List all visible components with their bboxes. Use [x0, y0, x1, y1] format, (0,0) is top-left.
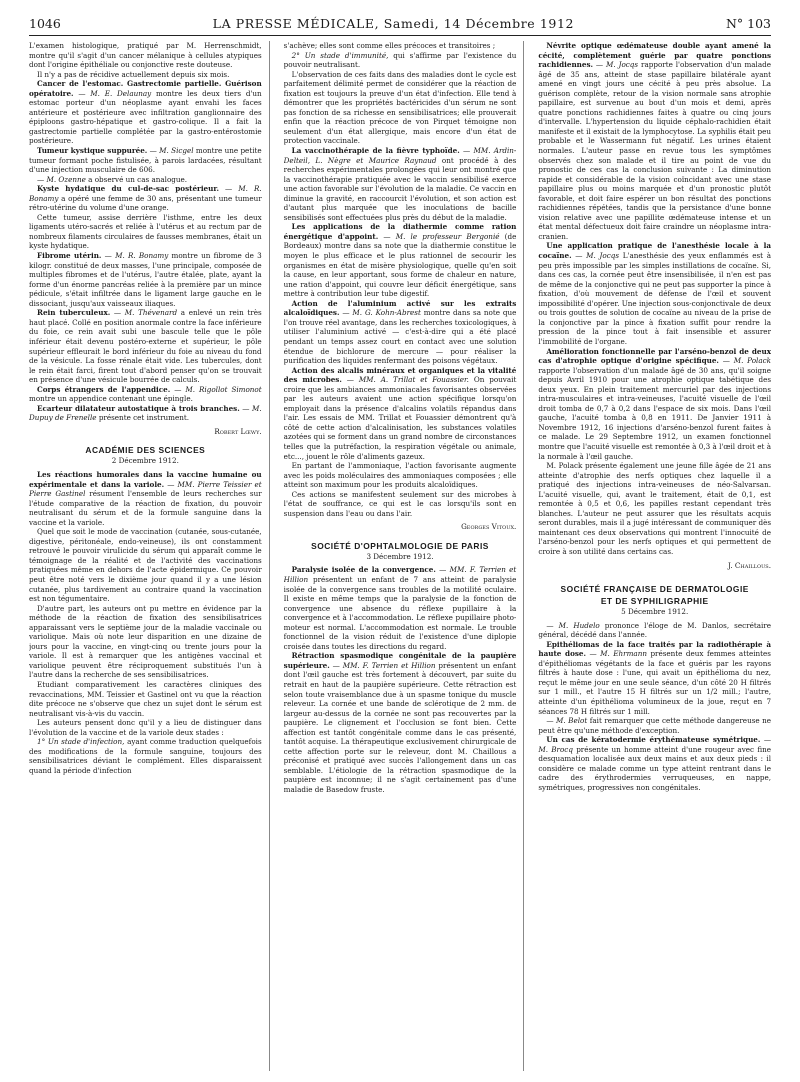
author: MM. Ardin-Delteil, L. Nègre et Maurice Raynaud: [283, 146, 517, 165]
article-text: prononce l'éloge de M. Danlos, secrétaire général, décédé dans l'année.: [538, 620, 771, 640]
author: M. le professeur Bergonié: [395, 231, 500, 241]
article: [284, 51, 517, 70]
article-heading: Rein tuberculeux.: [37, 308, 111, 318]
article-text: (de Bordeaux) montre dans sa note que la diathermie constitue le moyen le plus efficace et le plus rationnel de secourir les organismes en état de misère physiologique, quelle qu'en soit la cause, en leur apportant, sous forme de chaleur en nature, une ration d'appoint, qui couvre leur déficit énergétique, sans mettre à contribution leur tube digestif.: [283, 231, 517, 299]
article: Epithéliomas de la face traités par la radiothérapie à haute dose. — M. Ehrmann présente deux femmes atteintes d'épithéliomas végétants de la face et guéris par les rayons filtrés à haute dose : l'une, qui avait un épithélioma du nez, reçut le même jour en une seule séance, d'un côté 20 H filtrés sur 1 mill., et l'autre 15 H filtrés sur un 1/2 mill.; l'autre, atteinte d'un épithélioma volumineux de la joue, reçut en 7 séances 78 H filtrés sur 1 mill.: [538, 639, 772, 716]
article: Une application pratique de l'anesthésie locale à la cocaïne. — M. Jocqs L'anesthésie des yeux enflammés est à peu près impossible par les simples instillations de cocaïne. Si, dans ces cas, la cornée peut être insensibilisée, il n'en est pas de même de la conjonctive qui ne peut pas supporter la pince à fixation, d'où mouvement de défense de l'œil et souvent impossibilité d'opérer. Une injection sous-conjonctivale de deux ou trois gouttes de solution de cocaïne au niveau de la prise de la conjonctive par la pince à fixation suffit pour rendre la pression de la pince tout à fait insensible et assurer l'immobilité de l'organe.: [538, 241, 772, 346]
article: — M. Ozenne a observé un cas analogue.: [37, 174, 188, 184]
author: M. Sicgel: [159, 146, 194, 156]
paragraph: L'examen histologique, pratiqué par M. Herrenschmidt, montre qu'il s'agit d'un cancer mélanique à cellules atypiques dont l'origine épithéliale ou conjonctive reste douteuse.: [29, 41, 262, 70]
article-heading: Action des alcalis minéraux et organiques et la vitalité des microbes.: [283, 365, 517, 385]
section-title: ACADÉMIE DES SCIENCES: [85, 445, 206, 456]
section-subtitle: ET DE SYPHILIGRAPHIE: [600, 596, 709, 607]
article: Un cas de kératodermie érythémateuse symétrique. — M. Brocq présente un homme atteint d'une rougeur avec fine desquamation localisée aux deux mains et aux deux pieds : il considère ce malade comme un type atteint rentrant dans le cadre des érythrodermies verruqueuses, en nappe, symétriques, progressives non congénitales.: [538, 735, 772, 792]
author: M. Jocqs: [606, 60, 639, 70]
article-text: ayant comme traduction quelquefois des modifications de la formule sanguine, toujours des sensibilisatrices déviant le complément. Elles disparaissent quand la période d'infection: [29, 737, 262, 775]
page-header: [29, 16, 771, 34]
author: M. Polack: [733, 356, 772, 366]
issue-number: N° 103: [725, 16, 771, 31]
paragraph: Il n'y a pas de récidive actuellement depuis six mois.: [37, 69, 230, 79]
article-text: rapporte l'observation d'un malade âgé de 30 ans, qu'il soigne depuis Avril 1910 pour une atrophie optique tabétique des deux yeux. En plein traitement mercuriel par des injections intra-musculaires et intra-veineuses, l'acuité visuelle de l'œil droit tomba de 0,7 à 0,2 dans l'espace de six mois. Dans l'œil gauche, l'acuité tomba à 0,8 en 1911. De Janvier 1911 à Novembre 1912, 16 injections d'arséno-benzol furent faites à ce malade. Le 29 Septembre 1912, un examen fonctionnel montre que l'acuité visuelle est remontée à 0,3 à l'œil droit et à la normale à l'œil gauche.: [538, 365, 772, 461]
author: M. Ozenne: [46, 174, 86, 184]
author: M. Jocqs: [586, 251, 620, 261]
article-text: présentent un enfant de 7 ans atteint de paralysie isolée de la convergence sans troubles de la motilité oculaire. Il existe en même temps que la paralysie de la fonction de convergence une absence du réflexe pupillaire à la convergence et à l'accommodation. Le réflexe pupillaire photo-moteur est normal. L'accommodation est normale. Le trouble fonctionnel de la vision réduit de l'existence d'une diplopie croisée dans toutes les directions du regard.: [283, 574, 517, 651]
article-heading: Névrite optique œdémateuse double ayant amené la cécité, complètement guérie par quatre ponctions rachidiennes.: [538, 41, 772, 70]
article: — M. Hudelo prononce l'éloge de M. Danlos, secrétaire général, décédé dans l'année.: [538, 620, 771, 640]
article: — M. Belot fait remarquer que cette méthode dangereuse ne peut être qu'une méthode d'exception.: [538, 716, 772, 735]
section-date: 2 Décembre 1912.: [111, 456, 179, 466]
article-heading: Epithéliomas de la face traités par la radiothérapie à haute dose.: [538, 639, 772, 659]
article-heading: Cancer de l'estomac. Gastrectomie partielle. Guérison opératoire.: [29, 79, 262, 98]
article: Les réactions humorales dans la vaccine humaine ou expérimentale et dans la variole. — MM. Pierre Teissier et Pierre Gastinel résument l'ensemble de leurs recherches sur l'étude comparative de la réaction de fixation, du pouvoir neutralisant du sérum et de la formule sanguine dans la vaccine et la variole.: [29, 469, 262, 527]
article-text: rapporte l'observation d'un malade âgé de 35 ans, atteint de stase papillaire bilatérale ayant amené en vingt jours une cécité à peu près absolue. La guérison complète, retour de la vision normale sans atrophie papillaire, est survenue au bout d'un mois et demi, après quatre ponctions rachidiennes faites à quatre ou cinq jours d'intervalle. L'hypertension du liquide céphalo-rachidien était manifeste et il existait de la lymphocytose. La syphilis était peu probable et le Wassermann fut négatif. Les urines étaient normales. L'auteur passe en revue tous les symptômes observés chez son malade et il tire au point de vue du pronostic de ces cas la conclusion suivante : La diminution rapide et considérable de la vision coïncidant avec une stase papillaire plus ou moins marquée et d'un pronostic plutôt favorable, et doit faire espérer un bon résultat des ponctions rachidiennes répétées, tandis que la persistance d'une bonne vision relative avec une papillite œdémateuse intense et un état mental défectueux doit faire craindre un néoplasme intra-cranien.: [538, 60, 772, 241]
article-text: On pouvait croire que les ambiances ammoniacales favorisantes observées par les auteurs avaient une action spécifique lorsqu'on employait dans la présence d'alcalins volatils répandus dans l'air. Les essais de MM. Trillat et Fouassier démontrent qu'à côté de cette action d'alcalinisation, les substances volatiles azotées qui se forment dans un grand nombre de circonstances telles que la putréfaction, la respiration végétale ou animale, etc..., jouent le rôle d'aliments gazeux.: [283, 375, 517, 461]
section-title: SOCIÉTÉ FRANÇAISE DE DERMATOLOGIE: [560, 584, 749, 595]
article-text: montre une petite tumeur formant poche fistulisée, à parois lardacées, résultant d'une injection musculaire de 606.: [29, 146, 262, 175]
article: Amélioration fonctionnelle par l'arséno-benzol de deux cas d'atrophie optique d'origine spécifique. — M. Polack rapporte l'observation d'un malade âgé de 30 ans, qu'il soigne depuis Avril 1910 pour une atrophie optique tabétique des deux yeux. En plein traitement mercuriel par des injections intra-musculaires et intra-veineuses, l'acuité visuelle de l'œil droit tomba de 0,7 à 0,2 dans l'espace de six mois. Dans l'œil gauche, l'acuité tomba à 0,8 en 1911. De Janvier 1911 à Novembre 1912, 16 injections d'arséno-benzol furent faites à ce malade. Le 29 Septembre 1912, un examen fonctionnel montre que l'acuité visuelle est remontée à 0,3 à l'œil droit et à la normale à l'œil gauche.: [538, 346, 772, 461]
article-text: résument l'ensemble de leurs recherches sur l'étude comparative de la réaction de fixation, du pouvoir neutralisant du sérum et de la formule sanguine dans la vaccine et la variole.: [29, 489, 262, 527]
article: Kyste hydatique du cul-de-sac postérieur. — M. R. Bonamy a opéré une femme de 30 ans, présentant une tumeur rétro-utérine du volume d'une orange.: [29, 184, 262, 213]
article: Ecarteur dilatateur autostatique à trois branches. — M. Dupuy de Frenelle présente cet instrument.: [29, 403, 262, 423]
article: Action des alcalis minéraux et organiques et la vitalité des microbes. — MM. A. Trillat et Fouassier. On pouvait croire que les ambiances ammoniacales favorisantes observées par les auteurs avaient une action spécifique lorsqu'on employait dans la présence d'alcalins volatils répandus dans l'air. Les essais de MM. Trillat et Fouassier démontrent qu'à côté de cette action d'alcalinisation, les substances volatiles azotées qui se forment dans un grand nombre de circonstances telles que la putréfaction, la respiration végétale ou animale, etc..., jouent le rôle d'aliments gazeux.: [283, 365, 517, 461]
journal-title: LA PRESSE MÉDICALE, Samedi, 14 Décembre 1912: [212, 16, 575, 31]
author: M. E. Delaunay: [90, 88, 152, 98]
article-heading: Paralysie isolée de la convergence.: [291, 565, 436, 575]
stage-label: 2° Un stade d'immunité,: [291, 50, 389, 60]
article-text: qui s'affirme par l'existence du pouvoir neutralisant.: [283, 50, 517, 70]
column-1: [29, 41, 270, 1071]
article-heading: Amélioration fonctionnelle par l'arséno-benzol de deux cas d'atrophie optique d'origine spécifique.: [538, 346, 772, 366]
author: M. Belot: [556, 716, 588, 726]
author: MM. F. Terrien et Hillion: [342, 660, 436, 670]
column-2: [284, 41, 525, 1071]
author: M. R. Bonamy: [115, 251, 169, 261]
article-text: présente cet instrument.: [98, 413, 190, 423]
article: La vaccinothérapie de la fièvre typhoïde. — MM. Ardin-Delteil, L. Nègre et Maurice Raynaud ont procédé à des recherches expérimentales prolongées qui leur ont montré que la vaccinothérapie pratiquée avec le vaccin sensibilisé exerce une action favorable sur l'évolution de la maladie. Ce vaccin en diminue la gravité, en raccourcit l'évolution, et son action est d'autant plus marquée que les inoculations de bacille sensibilisés sont effectuées plus près du début de la maladie.: [283, 146, 517, 222]
paragraph: M. Polack présente également une jeune fille âgée de 21 ans atteinte d'atrophie des nerfs optiques chez laquelle il a pratiqué des injections intra-veineuses de néo-Salvarsan. L'acuité visuelle, qui, avant le traitement, était de 0,1, est remontée à 0,5 et 0,6, les papilles restant cependant très blanches. L'auteur ne peut assurer que les résultats acquis seront durables, mais il a jugé intéressant de communiquer dès maintenant ces deux observations qui montrent l'innocuité de l'arséno-benzol pour les nerfs optiques et qui permettent de croire à son utilité dans certains cas.: [538, 461, 772, 556]
article-heading: Corps étrangers de l'appendice.: [37, 384, 171, 394]
article-text: présente deux femmes atteintes d'épithéliomas végétants de la face et guéris par les rayons filtrés à haute dose : l'une, qui avait un épithélioma du nez, reçut le même jour en une seule séance, d'un côté 20 H filtrés sur 1 mill., et l'autre 15 H filtrés sur un 1/2 mill.; l'autre, atteinte d'un épithélioma volumineux de la joue, reçut en 7 séances 78 H filtrés sur 1 mill.: [538, 649, 772, 716]
article-text: a enlevé un rein très haut placé. Collé en position anormale contre la face inférieure du foie, ce rein avait subi une bascule telle que le pôle inférieur était devenu postéro-externe et supérieur, le pôle supérieur effleurait le bord inférieur du foie au niveau du fond de la vésicule. La fosse rénale était vide. Les tubercules, dont le rein était farci, firent tout d'abord penser qu'on se trouvait en présence d'une vésicule bourrée de calculs.: [29, 308, 262, 385]
author: M. Brocq: [538, 744, 573, 754]
author: M. R. Bonamy: [29, 184, 262, 203]
paragraph: D'autre part, les auteurs ont pu mettre en évidence par la méthode de la réaction de fixation des sensibilisatrices apparaissant vers le septième jour de la maladie vaccinale ou variolique. Mais où note leur disparition en une dizaine de jours pour la vaccine, en vingt-cinq ou trente jours pour la variole. Il est à remarquer que les antigènes vaccinal et variolique peuvent être réciproquement substitués l'un à l'autre dans la recherche de ses sensibilisatrices.: [29, 603, 262, 680]
author: M. G. Kohn-Abrest: [352, 308, 421, 318]
author: M. Rigollot Simonot: [185, 384, 262, 394]
author: MM. A. Trillat et Fouassier.: [358, 375, 469, 385]
article: Névrite optique œdémateuse double ayant amené la cécité, complètement guérie par quatre ponctions rachidiennes. — M. Jocqs rapporte l'observation d'un malade âgé de 35 ans, atteint de stase papillaire bilatérale ayant amené en vingt jours une cécité à peu près absolue. La guérison complète, retour de la vision normale sans atrophie papillaire, est survenue au bout d'un mois et demi, après quatre ponctions rachidiennes faites à quatre ou cinq jours d'intervalle. L'hypertension du liquide céphalo-rachidien était manifeste et il existait de la lymphocytose. La syphilis était peu probable et le Wassermann fut négatif. Les urines étaient normales. L'auteur passe en revue tous les symptômes observés chez son malade et il tire au point de vue du pronostic de ces cas la conclusion suivante : La diminution rapide et considérable de la vision coïncidant avec une stase papillaire plus ou moins marquée et d'un pronostic plutôt favorable, et doit faire espérer un bon résultat des ponctions rachidiennes répétées, tandis que la persistance d'une bonne vision relative avec une papillite œdémateuse intense et un état mental défectueux doit faire craindre un néoplasme intra-cranien.: [538, 41, 772, 241]
article: Cancer de l'estomac. Gastrectomie partielle. Guérison opératoire. — M. E. Delaunay montre les deux tiers d'un estomac porteur d'un néoplasme ayant envahi les faces antérieure et postérieure avec infiltration ganglionnaire des épiploons gastro-hépatique et gastro-colique. Il a fait la gastrectomie partielle complétée par la gastro-entérostomie postérieure.: [29, 79, 262, 146]
article: Rein tuberculeux. — M. Thévenard a enlevé un rein très haut placé. Collé en position anormale contre la face inférieure du foie, ce rein avait subi une bascule telle que le pôle inférieur était devenu postéro-externe et supérieur, le pôle supérieur effleurait le bord inférieur du foie au niveau du fond de la vésicule. La fosse rénale était vide. Les tubercules, dont le rein était farci, firent tout d'abord penser qu'on se trouvait en présence d'une vésicule bourrée de calculs.: [29, 308, 262, 385]
article-text: présente un homme atteint d'une rougeur avec fine desquamation localisée aux deux mains et aux deux pieds : il considère ce malade comme un type atteint rentrant dans le cadre des érythrodermies verruqueuses, en nappe, symétriques, progressives non congénitales.: [538, 744, 772, 792]
author: M. Dupuy de Frenelle: [29, 403, 262, 423]
article: Corps étrangers de l'appendice. — M. Rigollot Simonot montre un appendice contenant une épingle.: [29, 384, 262, 404]
stage-label: 1° Un stade d'infection,: [37, 737, 125, 747]
author: MM. Pierre Teissier et Pierre Gastinel: [29, 479, 262, 499]
author: M. Thévenard: [124, 308, 178, 318]
article-heading: Les applications de la diathermie comme ration énergétique d'appoint.: [283, 222, 517, 241]
column-3: [538, 41, 771, 1071]
header-rule: [29, 35, 771, 36]
columns: [29, 41, 771, 1071]
signature: J. Chaillous.: [728, 560, 772, 570]
article-heading: Ecarteur dilatateur autostatique à trois branches.: [37, 403, 240, 413]
article: Action de l'aluminium activé sur les extraits alcaloïdiques. — M. G. Kohn-Abrest montre dans sa note que l'on trouve réel avantage, dans les recherches toxicologiques, à utiliser l'aluminium activé — c'est-à-dire qui a été placé pendant un temps assez court en contact avec une solution étendue de bichlorure de mercure — pour réaliser la purification des liquides renfermant des poisons végétaux.: [283, 298, 517, 366]
article-text: montre dans sa note que l'on trouve réel avantage, dans les recherches toxicologiques, à utiliser l'aluminium activé — c'est-à-dire qui a été placé pendant un temps assez court en contact avec une solution étendue de bichlorure de mercure — pour réaliser la purification des liquides renfermant des poisons végétaux.: [283, 308, 517, 366]
article-text: L'anesthésie des yeux enflammés est à peu près impossible par les simples instillations de cocaïne. Si, dans ces cas, la cornée peut être insensibilisée, il n'en est pas de même de la conjonctive qui ne peut pas supporter la pince à fixation, d'où mouvement de défense de l'œil et souvent impossibilité d'opérer. Une injection sous-conjonctivale de deux ou trois gouttes de solution de cocaïne au niveau de la prise de la conjonctive par la pince à fixation suffit pour rendre la pression de la pince tout à fait insensible et assurer l'immobilité de l'organe.: [538, 251, 772, 346]
section-date: 5 Décembre 1912.: [621, 607, 689, 617]
paragraph: Cette tumeur, assise derrière l'isthme, entre les deux ligaments utéro-sacrés et reliée à l'utérus et au rectum par de nombreux filaments circulaires de fausses membranes, était un kyste hydatique.: [29, 212, 262, 251]
article: Paralysie isolée de la convergence. — MM. F. Terrien et Hillion présentent un enfant de 7 ans atteint de paralysie isolée de la convergence sans troubles de la motilité oculaire. Il existe en même temps que la paralysie de la fonction de convergence une absence du réflexe pupillaire à la convergence et à l'accommodation. Le réflexe pupillaire photo-moteur est normal. L'accommodation est normale. Le trouble fonctionnel de la vision réduit de l'existence d'une diplopie croisée dans toutes les directions du regard.: [283, 565, 517, 651]
article: Tumeur kystique suppurée. — M. Sicgel montre une petite tumeur formant poche fistulisée, à parois lardacées, résultant d'une injection musculaire de 606.: [29, 146, 262, 175]
article-heading: Tumeur kystique suppurée.: [37, 146, 148, 156]
article-heading: Rétraction spasmodique congénitale de la paupière supérieure.: [283, 651, 517, 670]
article-text: montre un appendice contenant une épingle.: [29, 394, 193, 404]
page-number: 1046: [29, 16, 61, 31]
paragraph: Les auteurs pensent donc qu'il y a lieu de distinguer dans l'évolution de la vaccine et de la variole deux stades :: [29, 718, 262, 737]
article-text: fait remarquer que cette méthode dangereuse ne peut être qu'une méthode d'exception.: [538, 716, 772, 735]
article-text: présentent un enfant dont l'œil gauche est très fortement à découvert, par suite du retrait en haut de la paupière supérieure. Cette rétraction est selon toute vraisemblance due à un spasme tonique du muscle releveur. La cornée et une bande de sclérotique de 2 mm. de largeur au-dessus de la cornée ne sont pas recouvertes par la paupière. Le clignement et l'occlusion se font bien. Cette affection est tantôt congénitale comme dans le cas présenté, tantôt acquise. La thérapeutique exclusivement chirurgicale de cette affection porte sur le releveur, dont M. Chaillous a préconisé et pratiqué avec succès l'allongement dans un cas semblable. L'étiologie de la rétraction spasmodique de la paupière est inconnue; il ne s'agit certainement pas d'une maladie de Basedow fruste.: [283, 660, 517, 795]
paragraph: Quel que soit le mode de vaccination (cutanée, sous-cutanée, digestive, péritonéale, endo-veineuse), ils ont constamment retrouvé le pouvoir viruIicide du sérum qui apparaît comme le témoignage de la réalité et de l'activité des vaccinations pratiquées même en dehors de l'acte épidermique. Ce pouvoir peut être noté vers le dixième jour quand il y a une lésion cutanée, plus tardivement au contraire quand la vaccination est non tégumentaire.: [29, 527, 262, 604]
paragraph: s'achève; elles sont comme elles précoces et transitoires ;: [283, 41, 496, 50]
article-text: ont procédé à des recherches expérimentales prolongées qui leur ont montré que la vaccinothérapie pratiquée avec le vaccin sensibilisé exerce une action favorable sur l'évolution de la maladie. Ce vaccin en diminue la gravité, en raccourcit l'évolution, et son action est d'autant plus marquée que les inoculations de bacille sensibilisés sont effectuées plus près du début de la maladie.: [283, 155, 517, 222]
article-heading: Fibrome utérin.: [37, 251, 102, 261]
article-heading: Une application pratique de l'anesthésie locale à la cocaïne.: [538, 241, 772, 261]
section-date: 3 Décembre 1912.: [366, 551, 434, 561]
author: MM. F. Terrien et Hillion: [283, 565, 517, 584]
author: M. Hudelo: [558, 620, 600, 630]
section-title: SOCIÉTÉ D'OPHTALMOLOGIE DE PARIS: [311, 540, 489, 551]
author: M. Ehrmann: [600, 649, 647, 659]
paragraph: Etudiant comparativement les caractères cliniques des revaccinations, MM. Teissier et Gastinel ont vu que la réaction dite précoce ne s'observe que chez un sujet dont le sérum est neutralisant vis-à-vis du vaccin.: [29, 680, 262, 718]
signature: Robert Lœwy.: [214, 426, 262, 436]
signature: Georges Vitoux.: [461, 522, 517, 532]
paragraph: Ces actions se manifestent seulement sur des microbes à l'état de souffrance, ce qui est le cas lorsqu'ils sont en suspension dans l'eau ou dans l'air.: [283, 489, 517, 518]
article-heading: La vaccinothérapie de la fièvre typhoïde.: [291, 146, 460, 156]
article: Rétraction spasmodique congénitale de la paupière supérieure. — MM. F. Terrien et Hillion présentent un enfant dont l'œil gauche est très fortement à découvert, par suite du retrait en haut de la paupière supérieure. Cette rétraction est selon toute vraisemblance due à un spasme tonique du muscle releveur. La cornée et une bande de sclérotique de 2 mm. de largeur au-dessus de la cornée ne sont pas recouvertes par la paupière. Le clignement et l'occlusion se font bien. Cette affection est tantôt congénitale comme dans le cas présenté, tantôt acquise. La thérapeutique exclusivement chirurgicale de cette affection porte sur le releveur, dont M. Chaillous a préconisé et pratiqué avec succès l'allongement dans un cas semblable. L'étiologie de la rétraction spasmodique de la paupière est inconnue; il ne s'agit certainement pas d'une maladie de Basedow fruste.: [283, 651, 517, 795]
article-heading: Les réactions humorales dans la vaccine humaine ou expérimentale et dans la variole.: [29, 469, 262, 489]
article: Fibrome utérin. — M. R. Bonamy montre un fibrome de 3 kilogr. constitué de deux masses, l'une principale, composée de multiples fibromes et de l'utérus, l'autre étalée, plate, ayant la forme d'un énorme pancréas reliée à la première par un mince pédicule, s'était infiltrée dans le ligament large gauche en le dissociant, jusqu'aux vaisseaux iliaques.: [29, 251, 262, 308]
article-heading: Un cas de kératodermie érythémateuse symétrique.: [546, 735, 761, 745]
article-text: a observé un cas analogue.: [88, 174, 188, 184]
article-text: montre les deux tiers d'un estomac porteur d'un néoplasme ayant envahi les faces antérieure et postérieure avec infiltration ganglionnaire des épiploons gastro-hépatique et gastro-colique. Il a fait la gastrectomie partielle complétée par la gastro-entérostomie postérieure.: [29, 88, 262, 146]
paragraph: En partant de l'ammoniaque, l'action favorisante augmente avec les poids moléculaires des ammoniaques composées ; elle atteint son maximum pour les produits alcaloïdiques.: [283, 461, 517, 490]
article: [29, 737, 262, 775]
article: Les applications de la diathermie comme ration énergétique d'appoint. — M. le professeur Bergonié (de Bordeaux) montre dans sa note que la diathermie constitue le moyen le plus efficace et le plus rationnel de secourir les organismes en état de misère physiologique, quelle qu'en soit la cause, en leur apportant, sous forme de chaleur en nature, une ration d'appoint, qui couvre leur déficit énergétique, sans mettre à contribution leur tube digestif.: [283, 222, 517, 299]
article-heading: Action de l'aluminium activé sur les extraits alcaloïdiques.: [283, 298, 517, 318]
paragraph: L'observation de ces faits dans des maladies dont le cycle est parfaitement délimité permet de considérer que la réaction de fixation est toujours la preuve d'un état d'infection. Elle tend à démontrer que les propriétés bactéricides d'un sérum ne sont pas fonction de sa richesse en sensibilisatrices; elle prouverait enfin que la réaction précoce de von Pirquet témoigne non seulement d'un état allergique, mais encore d'un état de protection vaccinale.: [283, 69, 517, 146]
article-heading: Kyste hydatique du cul-de-sac postérieur.: [37, 184, 219, 194]
article-text: a opéré une femme de 30 ans, présentant une tumeur rétro-utérine du volume d'une orange.: [29, 193, 262, 213]
article-text: montre un fibrome de 3 kilogr. constitué de deux masses, l'une principale, composée de multiples fibromes et de l'utérus, l'autre étalée, plate, ayant la forme d'un énorme pancréas reliée à la première par un mince pédicule, s'était infiltrée dans le ligament large gauche en le dissociant, jusqu'aux vaisseaux iliaques.: [29, 251, 262, 308]
